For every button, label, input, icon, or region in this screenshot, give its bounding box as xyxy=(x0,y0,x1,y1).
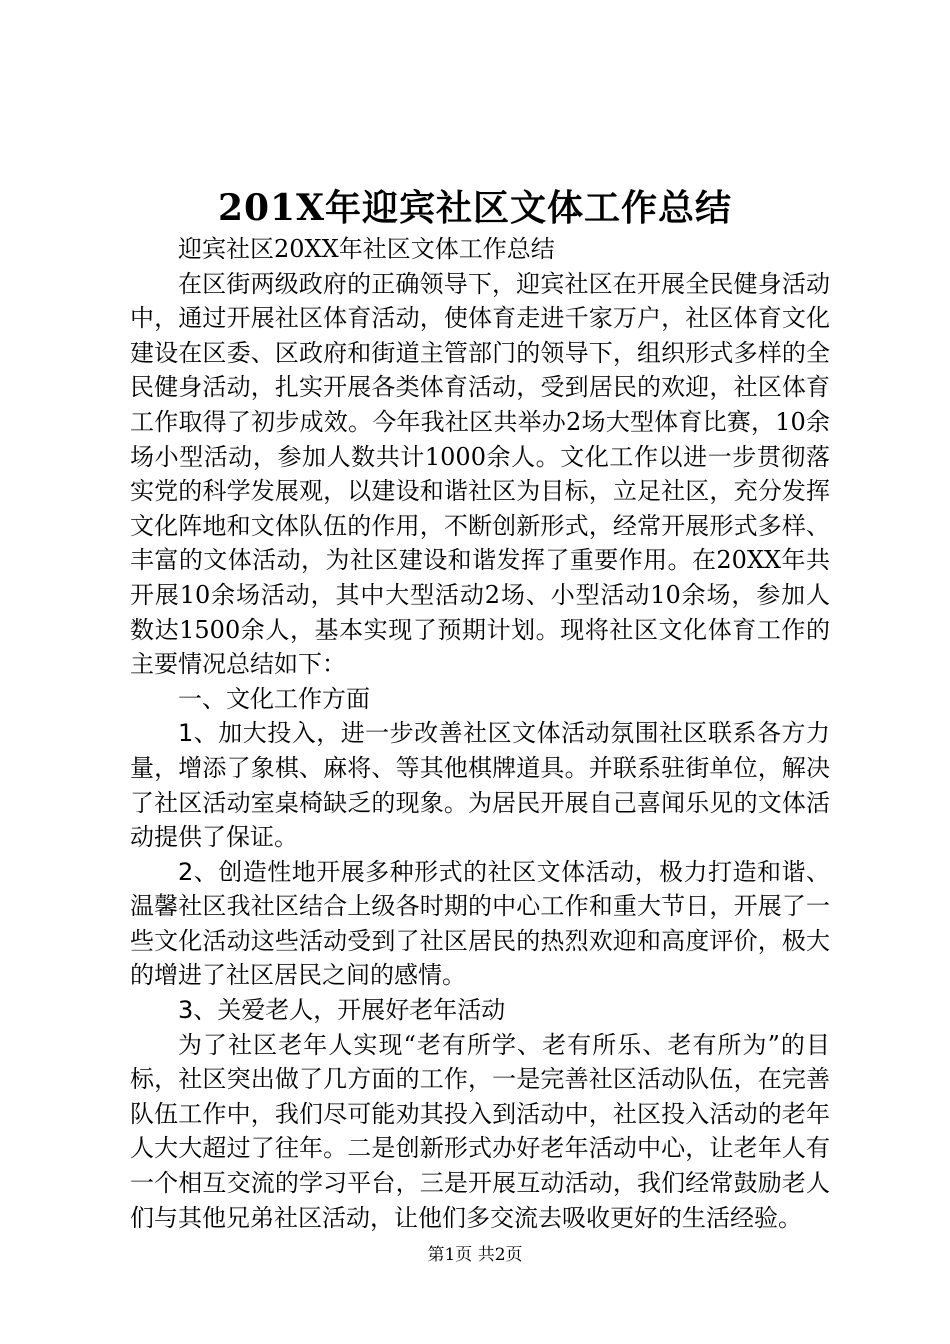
elderly-paragraph: 为了社区老年人实现“老有所学、老有所乐、老有所为”的目标，社区突出做了几方面的工作，一是完善社区活动队伍，在完善队伍工作中，我们尽可能劝其投入到活动中，社区投入活动的老年人大大超过了往年。二是创新形式办好老年活动中心，让老年人有一个相互交流的学习平台，三是开展互动活动，我们经常鼓励老人们与其他兄弟社区活动，让他们多交流去吸收更好的生活经验。 xyxy=(130,1030,830,1232)
intro-paragraph: 在区街两级政府的正确领导下，迎宾社区在开展全民健身活动中，通过开展社区体育活动，使体育走进千家万户，社区体育文化建设在区委、区政府和街道主管部门的领导下，组织形式多样的全民健身活动，扎实开展各类体育活动，受到居民的欢迎，社区体育工作取得了初步成效。今年我社区共举办2场大型体育比赛，10余场小型活动，参加人数共计1000余人。文化工作以进一步贯彻落实党的科学发展观，以建设和谐社区为目标，立足社区，充分发挥文化阵地和文体队伍的作用，不断创新形式，经常开展形式多样、丰富的文体活动，为社区建设和谐发挥了重要作用。在20XX年共开展10余场活动，其中大型活动2场、小型活动10余场，参加人数达1500余人，基本实现了预期计划。现将社区文化体育工作的主要情况总结如下： xyxy=(130,269,830,679)
document-title: 201X年迎宾社区文体工作总结 xyxy=(217,187,733,229)
subtitle-paragraph: 迎宾社区20XX年社区文体工作总结 xyxy=(178,235,555,263)
item-2-paragraph: 2、创造性地开展多种形式的社区文体活动，极力打造和谐、温馨社区我社区结合上级各时期的中心工作和重大节日，开展了一些文化活动这些活动受到了社区居民的热烈欢迎和高度评价，极大的增进了社区居民之间的感情。 xyxy=(130,857,830,990)
page-number: 第1页 共2页 xyxy=(427,1245,523,1265)
document-body xyxy=(130,232,830,1235)
section-heading-culture: 一、文化工作方面 xyxy=(178,684,370,713)
item-3-heading: 3、关爱老人，开展好老年活动 xyxy=(178,996,506,1025)
item-1-paragraph: 1、加大投入，进一步改善社区文体活动氛围社区联系各方力量，增添了象棋、麻将、等其他棋牌道具。并联系驻街单位，解决了社区活动室桌椅缺乏的现象。为居民开展自己喜闻乐见的文体活动提供了保证。 xyxy=(130,719,830,852)
